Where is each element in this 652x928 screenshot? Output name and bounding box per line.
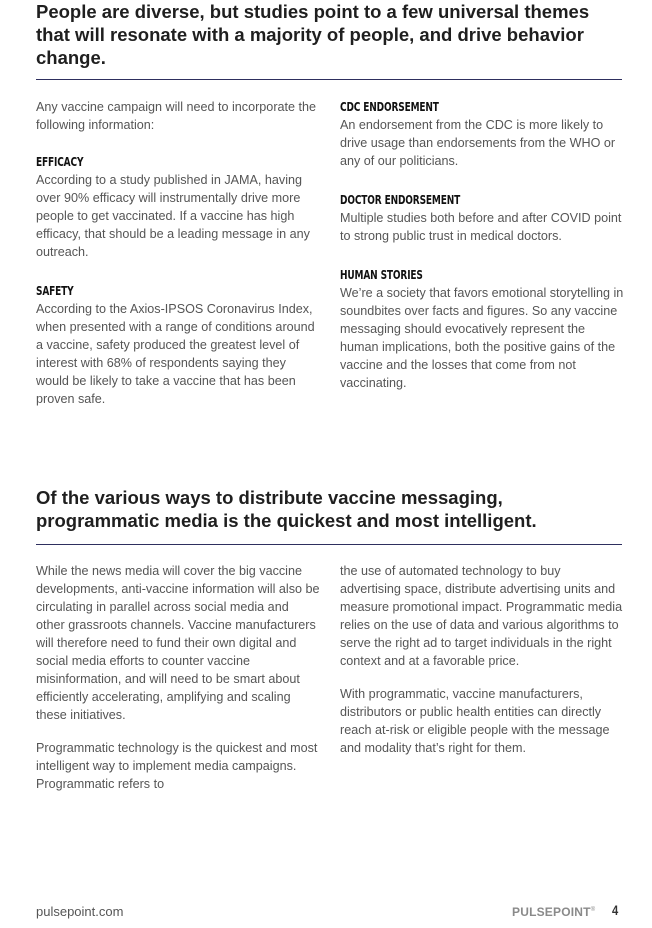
right-column: [340, 562, 624, 757]
section-divider: [36, 544, 622, 545]
registered-mark: ®: [590, 907, 596, 913]
pulsepoint-logo: [512, 905, 595, 919]
cdc-endorsement-heading: CDC ENDORSEMENT: [340, 99, 439, 114]
paragraph: Programmatic technology is the quickest and most intelligent way to implement media campaigns. Programmatic refers to: [36, 741, 318, 791]
page-number: 4: [612, 902, 619, 918]
logo-text: PULSEPOINT: [512, 905, 591, 919]
intro-text: Any vaccine campaign will need to incorporate the following information:: [36, 100, 317, 132]
left-column: [36, 562, 320, 793]
section-heading-programmatic: Of the various ways to distribute vaccine messaging, programmatic media is the quickest and most intelligent.: [36, 487, 537, 531]
right-column: [340, 98, 624, 392]
human-stories-text: We’re a society that favors emotional storytelling in soundbites over facts and figures. So any vaccine messaging should evocatively represent the human implications, both the positive gains of the vaccine and the losses that come from not vaccinating.: [340, 286, 624, 390]
paragraph: While the news media will cover the big vaccine developments, anti-vaccine information will also be circulating in parallel across social media and other grassroots channels. Vaccine manufacturers will therefore need to fund their own digital and social media efforts to counter vaccine misinformation, and will need to be smart about efficiently accelerating, amplifying and scaling these initiatives.: [36, 564, 320, 722]
paragraph: the use of automated technology to buy advertising space, distribute advertising units and measure promotional impact. Programmatic media relies on the use of data and various algorithms to serve the right ad to target individuals in the right context and at a favorable price.: [340, 564, 623, 668]
footer-url: pulsepoint.com: [36, 904, 124, 919]
section-divider: [36, 79, 622, 80]
left-column: [36, 98, 320, 408]
doctor-endorsement-text: Multiple studies both before and after COVID point to strong public trust in medical doctors.: [340, 211, 622, 243]
paragraph: With programmatic, vaccine manufacturers, distributors or public health entities can directly reach at-risk or eligible people with the message and modality that’s right for them.: [340, 687, 610, 755]
safety-text: According to the Axios-IPSOS Coronavirus Index, when presented with a range of conditions around a vaccine, safety produced the greatest level of interest with 68% of respondents saying they would be likely to take a vaccine that has been proven safe.: [36, 302, 315, 406]
cdc-endorsement-text: An endorsement from the CDC is more likely to drive usage than endorsements from the WHO or any of our politicians.: [340, 118, 616, 168]
human-stories-heading: HUMAN STORIES: [340, 267, 423, 282]
efficacy-heading: EFFICACY: [36, 154, 84, 169]
safety-heading: SAFETY: [36, 283, 74, 298]
efficacy-text: According to a study published in JAMA, having over 90% efficacy will instrumentally drive more people to get vaccinated. If a vaccine has high efficacy, that should be a leading message in any outreach.: [36, 173, 310, 259]
section-heading-themes: People are diverse, but studies point to a few universal themes that will resonate with a majority of people, and drive behavior change.: [36, 1, 590, 68]
doctor-endorsement-heading: DOCTOR ENDORSEMENT: [340, 192, 461, 207]
